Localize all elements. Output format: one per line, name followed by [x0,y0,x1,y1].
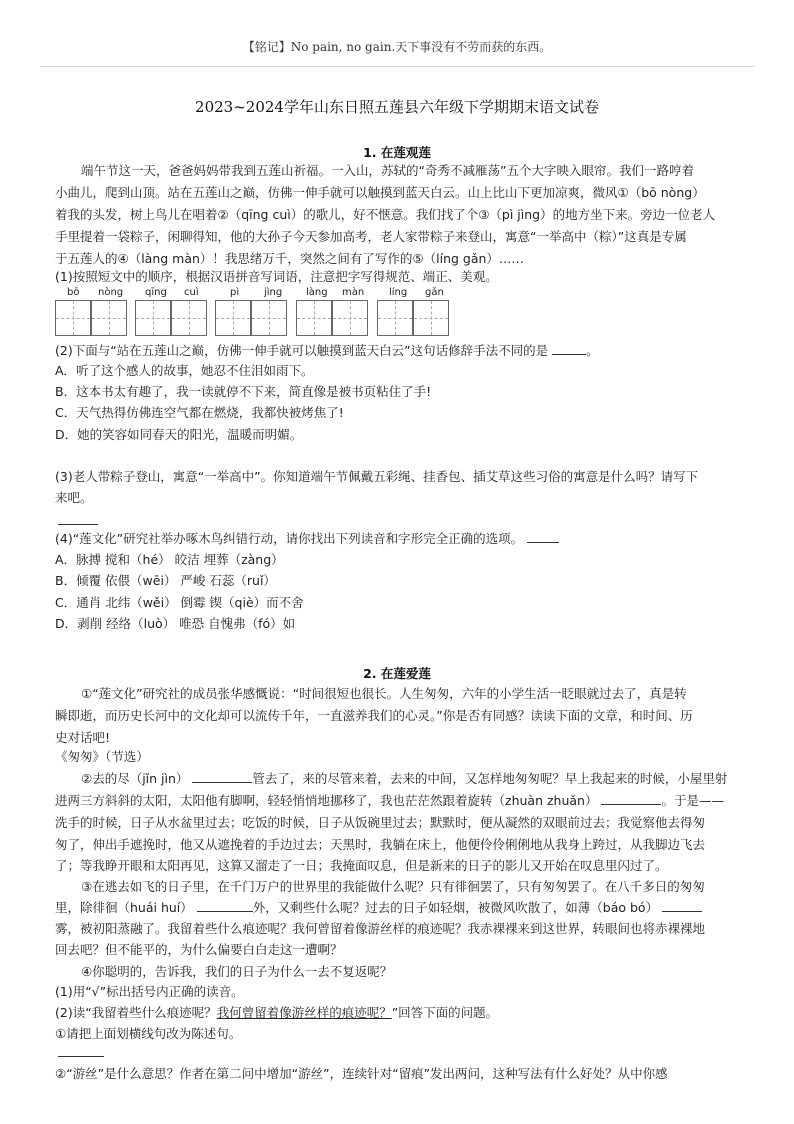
passage-line: 匆了，伸出手遮挽时，他又从遮挽着的手边过去；天黑时，我躺在床上，他便伶伶俐俐地从我身上跨过，从我脚边飞去 [55,837,706,852]
pinyin-label: pì [230,287,240,298]
answer-blank[interactable] [662,899,702,912]
passage-line [55,897,740,919]
question-1: (1)按照短文中的顺序，根据汉语拼音写词语，注意把字写得规范、端正、美观。 [55,269,498,284]
option-a: A．脉搏 搅和（hé） 皎洁 埋葬（zàng） [55,552,284,567]
question-4-text: (4)“莲文化”研究社举办啄木鸟纠错行动，请你找出下列读音和字形完全正确的选项。 [55,531,524,546]
answer-blank[interactable] [197,899,253,912]
option-d: D．她的笑容如同春天的阳光，温暖而明媚。 [55,427,303,442]
question-2-sub1: ①请把上面划横线句改为陈述句。 [55,1026,242,1041]
question-2-sub2: ②“游丝”是什么意思？作者在第二问中增加“游丝”，连续针对“留痕”发出两问，这种写法有什么好处？从中你感 [55,1066,668,1081]
passage-line: 小曲儿，爬到山顶。站在五莲山之巅，仿佛一伸手就可以触摸到蓝天白云。山上比山下更加凉爽，微风①（bō nòng） [55,185,705,200]
pinyin-label: màn [342,287,365,298]
question-text: ”回答下面的问题。 [391,1005,499,1020]
passage-line [55,768,766,790]
pinyin-label: qīng [145,287,167,298]
passage-line: ③在逃去如飞的日子里，在千门万户的世界里的我能做什么呢？只有徘徊罢了，只有匆匆罢了。在八千多日的匆匆 [81,879,705,894]
pinyin-label: líng [389,287,408,298]
passage-text: 外，又剩些什么呢？过去的日子如轻烟，被微风吹散了，如薄（báo bó） [252,900,659,915]
writing-box[interactable] [215,300,251,336]
answer-blank[interactable] [527,530,559,543]
answer-blank[interactable] [601,792,661,805]
pinyin-label: làng [306,287,328,298]
question-4 [55,528,740,550]
document-title: 2023~2024学年山东日照五莲县六年级下学期期末语文试卷 [195,98,599,116]
pinyin-label: nòng [98,287,124,298]
intro-line: 史对话吧! [55,730,111,745]
passage-line [55,790,740,812]
question-2: (2)下面与“站在五莲山之巅，仿佛一伸手就可以触摸到蓝天白云”这句话修辞手法不同的是 。 [55,343,599,358]
option-c: C．通肖 北纬（wěi） 倒霉 锲（qiè）而不舍 [55,595,304,610]
option-a: A．听了这个感人的故事，她忍不住泪如雨下。 [55,363,314,378]
passage-text: 里，除徘徊（huái huí） [55,900,193,915]
writing-box[interactable] [171,300,207,336]
passage-line: 于五莲人的④（làng màn）！我思绪万千，突然之间有了写作的⑤（líng gǎn）…… [55,251,524,266]
writing-box[interactable] [135,300,171,336]
passage-line: 洗手的时候，日子从水盆里过去；吃饭的时候，日子从饭碗里过去；默默时，便从凝然的双眼前过去；我觉察他去得匆 [55,815,706,830]
passage-text: ②去的尽（jǐn jìn） [81,771,189,786]
pinyin-label: bō [67,287,80,298]
option-d: D．剥削 经络（luò） 唯恐 自愧弗（fó）如 [55,616,296,631]
writing-box[interactable] [251,300,287,336]
writing-box[interactable] [413,300,449,336]
writing-box[interactable] [296,300,332,336]
passage-line: ④你聪明的，告诉我，我们的日子为什么一去不复返呢？ [81,964,393,979]
passage-text: 进两三方斜斜的太阳，太阳他有脚啊，轻轻悄悄地挪移了，我也茫茫然跟着旋转（zhuàn zhuǎn） [55,793,598,808]
question-text: (2)读“我留着些什么痕迹呢？ [55,1005,217,1020]
source-title: 《匆匆》（节选） [55,749,149,764]
answer-blank[interactable] [192,770,252,783]
writing-box[interactable] [55,300,91,336]
writing-box[interactable] [332,300,368,336]
pinyin-label: gǎn [425,287,444,298]
answer-line[interactable] [58,1056,104,1057]
pinyin-label: cuì [184,287,199,298]
writing-grid [55,300,475,338]
passage-line: 端午节这一天，爸爸妈妈带我到五莲山祈福。一入山，苏轼的“奇秀不减雁荡”五个大字映入眼帘。我们一路哼着 [81,163,694,178]
question-3: (3)老人带粽子登山，寓意“一举高中”。你知道端午节佩戴五彩绳、挂香包、插艾草这些习俗的寓意是什么吗？请写下 [55,469,699,484]
header-motto: 【铭记】No pain, no gain.天下事没有不劳而获的东西。 [242,40,552,54]
pinyin-label: jìng [264,287,283,298]
question-1: (1)用“√”标出括号内正确的读音。 [55,984,244,999]
passage-text: 。于是—— [661,793,724,808]
underlined-sentence: 我何曾留着像游丝样的痕迹呢？ [216,1005,392,1020]
header-divider [40,66,754,67]
section2-heading: 2. 在莲爱莲 [363,666,431,681]
option-b: B．这本书太有趣了，我一读就停不下来，简直像是被书页粘住了手! [55,384,432,399]
section1-heading: 1. 在莲观莲 [363,145,431,160]
question-3-cont: 来吧。 [55,490,93,505]
intro-line: ①“莲文化”研究社的成员张华感慨说：“时间很短也很长。人生匆匆，六年的小学生活一眨眼就过去了，真是转 [81,686,687,701]
option-c: C．天气热得仿佛连空气都在燃烧，我都快被烤焦了! [55,405,344,420]
passage-text: 管去了，来的尽管来着，去来的中间，又怎样地匆匆呢？早上我起来的时候，小屋里射 [252,771,728,786]
passage-line: 回去吧？但不能平的，为什么偏要白白走这一遭啊？ [55,942,343,957]
passage-line: 雾，被初阳蒸融了。我留着些什么痕迹呢？我何曾留着像游丝样的痕迹呢？我赤裸裸来到这世界，转眼间也将赤裸裸地 [55,921,706,936]
intro-line: 瞬即逝，而历史长河中的文化却可以流传千年，一直滋养我们的心灵。”你是否有同感？读读下面的文章，和时间、历 [55,708,693,723]
question-2-text: (2)下面与“站在五莲山之巅，仿佛一伸手就可以触摸到蓝天白云”这句话修辞手法不同的是 [55,343,549,358]
passage-line: 手里提着一袋粽子，闲聊得知，他的大孙子今天参加高考，老人家带粽子来登山，寓意“一举高中（粽）”这真是专属 [55,229,687,244]
writing-box[interactable] [377,300,413,336]
answer-line[interactable] [58,524,98,525]
passage-line: 着我的头发，树上鸟儿在唱着②（qīng cuì）的歌儿，好不惬意。我们找了个③（pì jìng）的地方坐下来。旁边一位老人 [55,207,716,222]
question-2 [55,1002,740,1024]
option-b: B．倾覆 依偎（wēi） 严峻 石蕊（ruǐ） [55,573,276,588]
writing-box[interactable] [91,300,127,336]
passage-line: 了；等我睁开眼和太阳再见，这算又溜走了一日；我掩面叹息，但是新来的日子的影儿又开始在叹息里闪过了。 [55,858,668,873]
answer-blank[interactable] [552,342,586,355]
